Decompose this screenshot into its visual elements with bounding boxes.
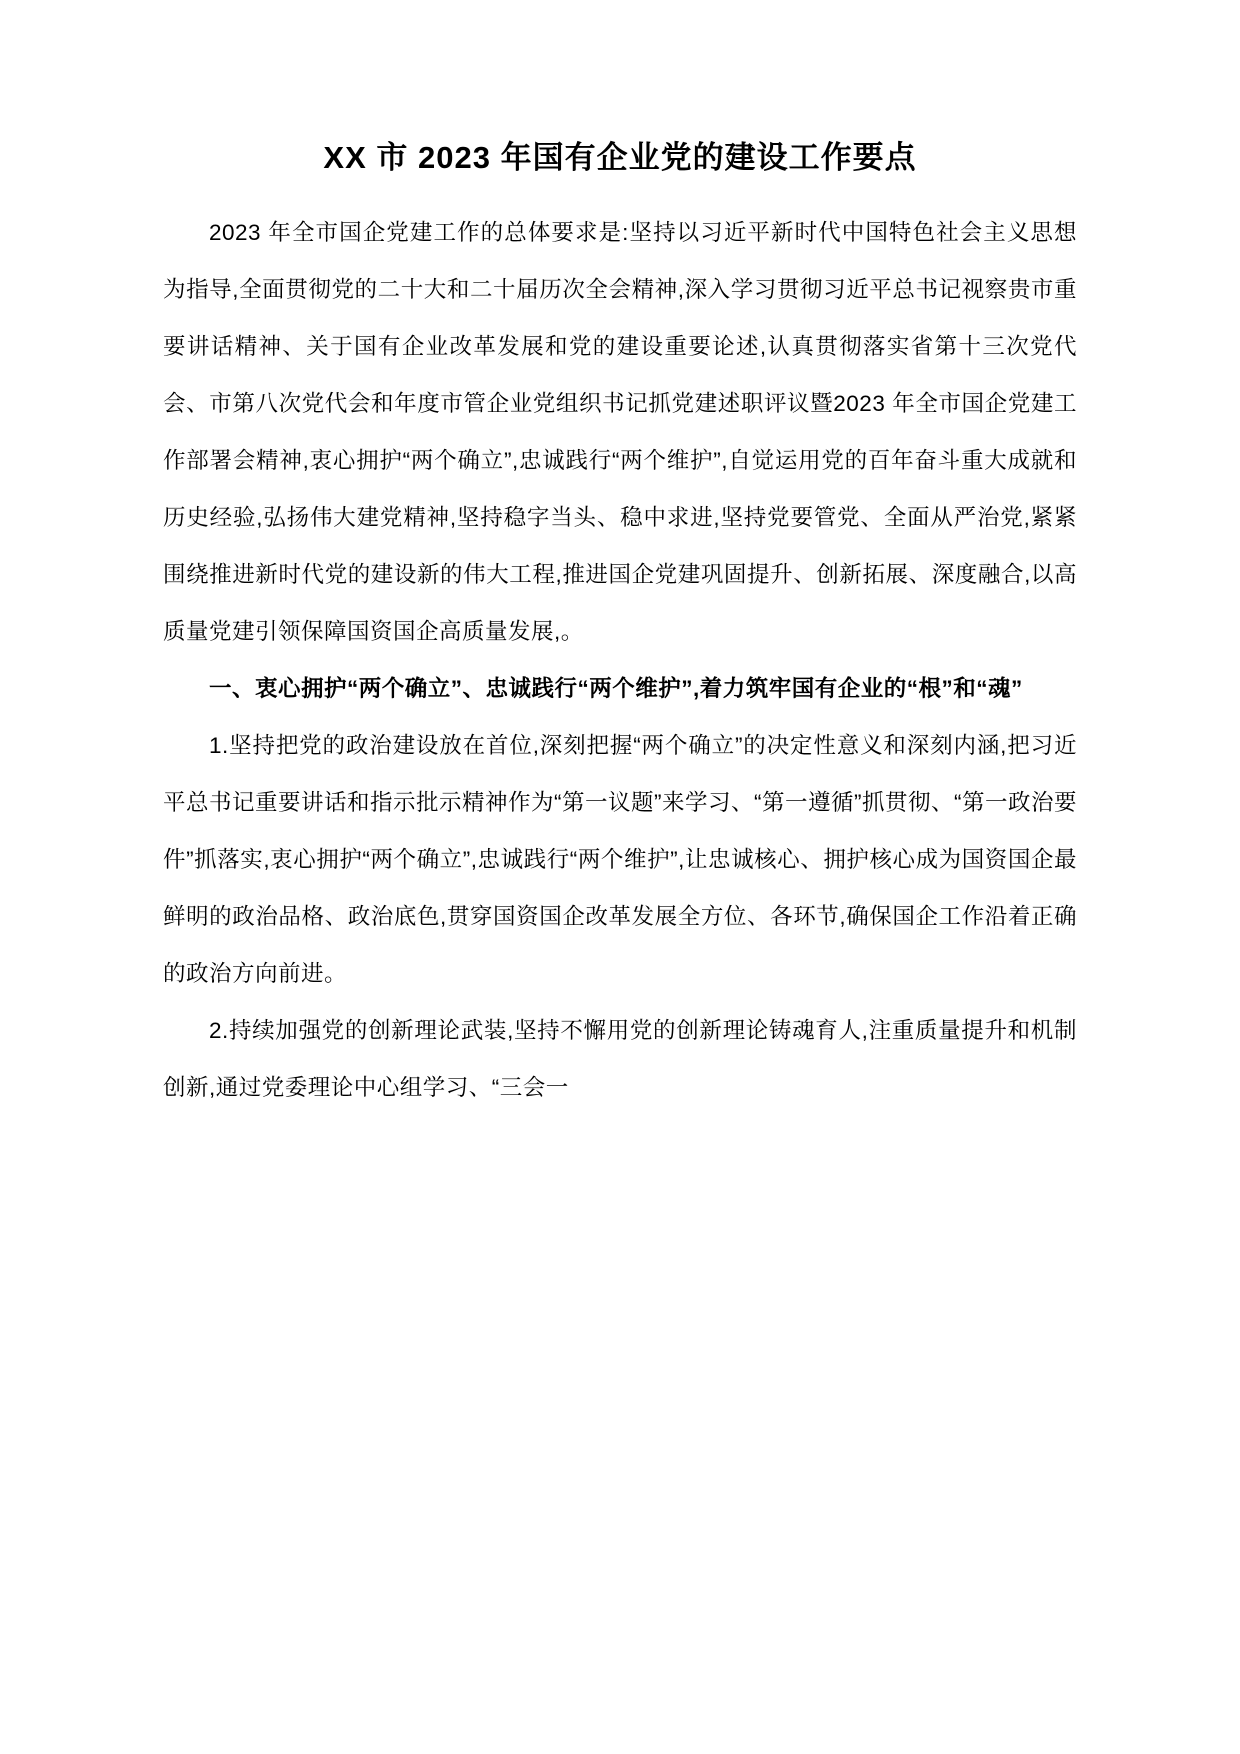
paragraph-item-2: 2.持续加强党的创新理论武装,坚持不懈用党的创新理论铸魂育人,注重质量提升和机制创新,通过党委理论中心组学习、“三会一 [163,1018,1077,1101]
section-heading-1: 一、衷心拥护“两个确立”、忠诚践行“两个维护”,着力筑牢国有企业的“根”和“魂” [209,676,1023,702]
paragraph-overview: 2023 年全市国企党建工作的总体要求是:坚持以习近平新时代中国特色社会主义思想为指导,全面贯彻党的二十大和二十届历次全会精神,深入学习贯彻习近平总书记视察贵市重要讲话精神、关于国有企业改革发展和党的建设重要论述,认真贯彻落实省第十三次党代会、市第八次党代会和年度市管企业党组织书记抓党建述职评议暨2023 年全市国企党建工作部署会精神,衷心拥护“两个确立”,忠诚践行“两个维护”,自觉运用党的百年奋斗重大成就和历史经验,弘扬伟大建党精神,坚持稳字当头、稳中求进,坚持党要管党、全面从严治党,紧紧围绕推进新时代党的建设新的伟大工程,推进国企党建巩固提升、创新拓展、深度融合,以高质量党建引领保障国资国企高质量发展,。 [163,220,1077,645]
document-title: XX 市 2023 年国有企业党的建设工作要点 [323,140,917,175]
paragraph-item-1: 1.坚持把党的政治建设放在首位,深刻把握“两个确立”的决定性意义和深刻内涵,把习近平总书记重要讲话和指示批示精神作为“第一议题”来学习、“第一遵循”抓贯彻、“第一政治要件”抓落实,衷心拥护“两个确立”,忠诚践行“两个维护”,让忠诚核心、拥护核心成为国资国企最鲜明的政治品格、政治底色,贯穿国资国企改革发展全方位、各环节,确保国企工作沿着正确的政治方向前进。 [163,733,1077,987]
